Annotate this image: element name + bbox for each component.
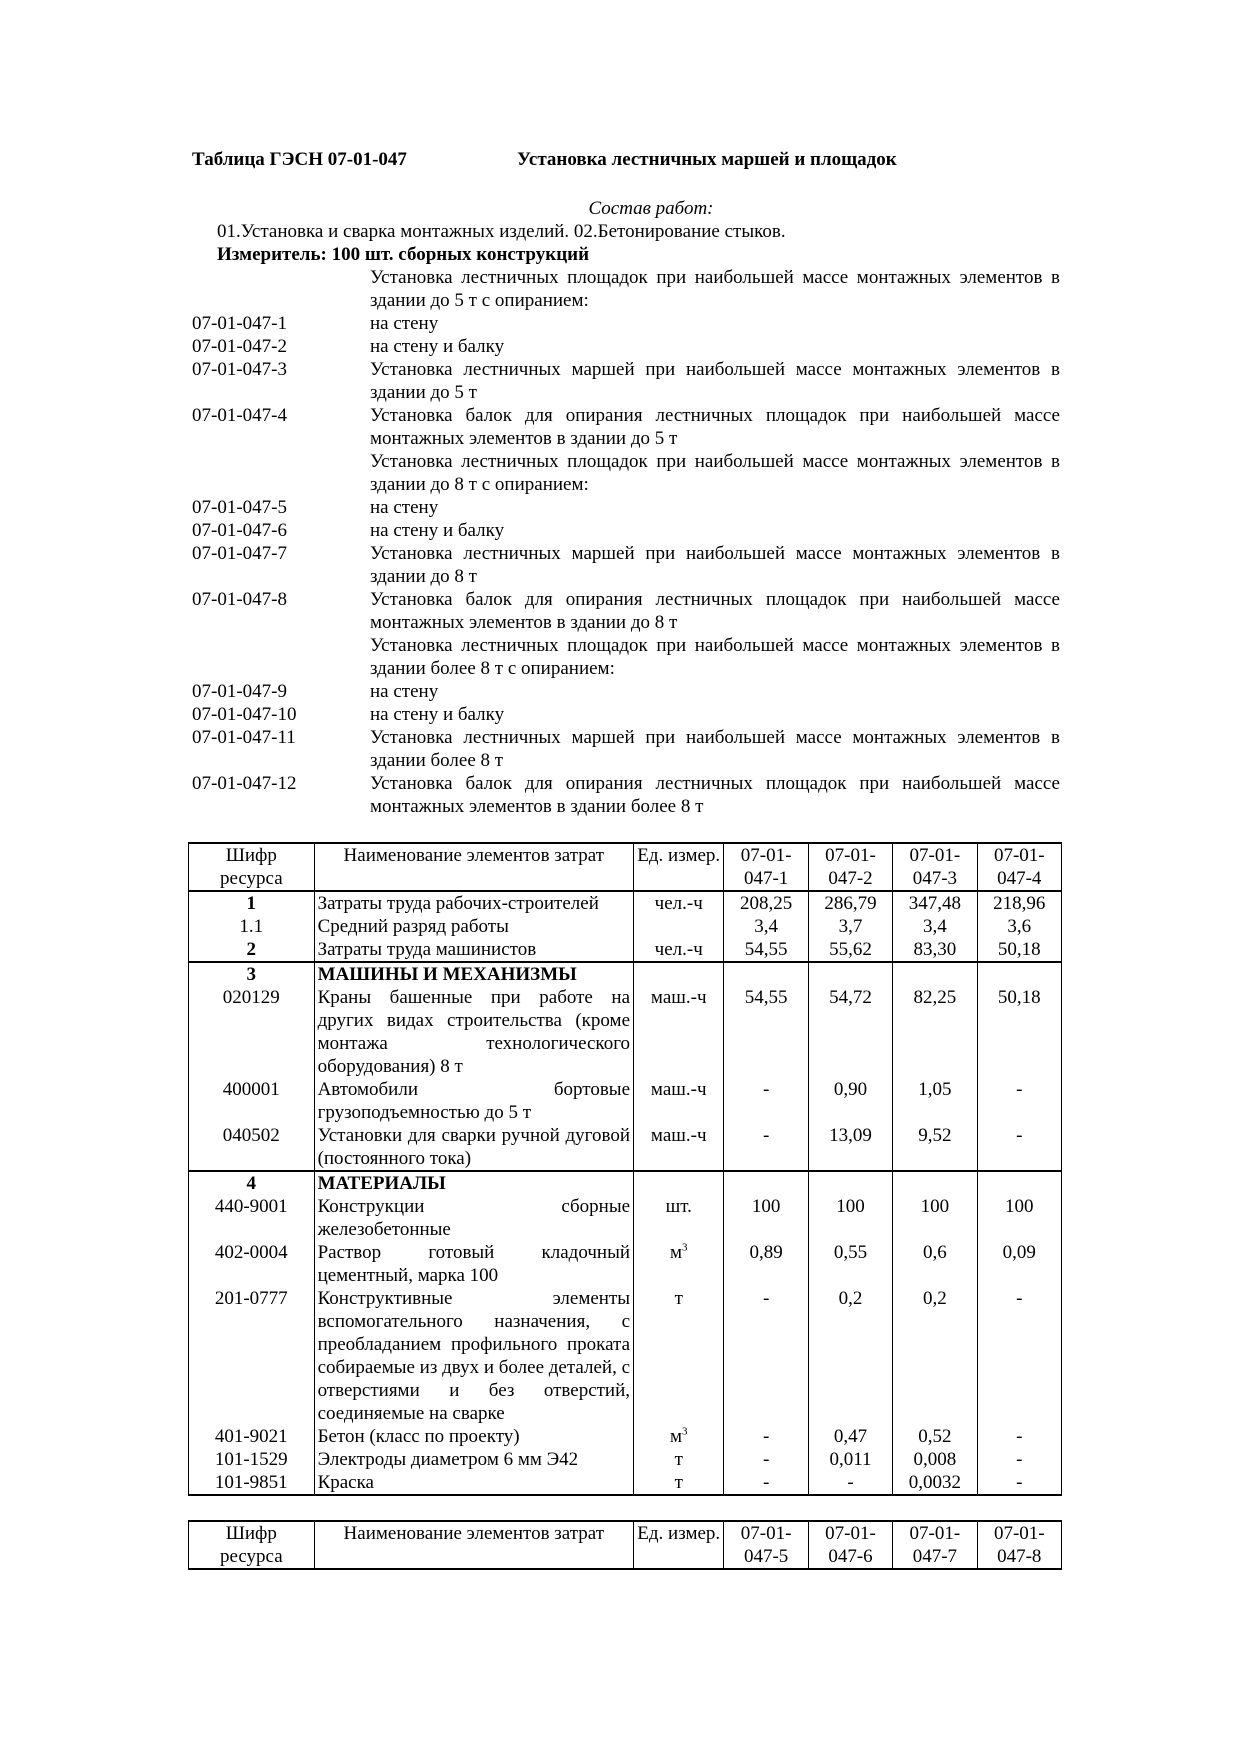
resource-value: 100 — [808, 1195, 892, 1241]
resource-value: 0,2 — [808, 1287, 892, 1425]
norm-item — [192, 726, 1060, 772]
resource-value — [724, 1171, 808, 1195]
resource-code: 440-9001 — [189, 1195, 315, 1241]
resource-value: - — [977, 1471, 1061, 1495]
resource-code: 020129 — [189, 986, 315, 1078]
norm-description: на стену — [370, 497, 439, 518]
resource-value — [724, 962, 808, 986]
resource-unit: $м^3$ — [634, 1241, 724, 1287]
resource-unit: маш.-ч — [634, 1078, 724, 1124]
resource-value: - — [724, 1448, 808, 1471]
resource-value: 0,89 — [724, 1241, 808, 1287]
table-header-row — [189, 843, 1062, 891]
resource-value: 0,6 — [893, 1241, 977, 1287]
resource-value: 50,18 — [977, 986, 1061, 1078]
norm-item — [192, 358, 1060, 404]
resource-name: Краны башенные при работе на других видах строительства (кроме монтажа технологического оборудования) 8 т — [314, 986, 633, 1078]
resource-name: Затраты труда машинистов — [314, 938, 633, 962]
resource-value: 0,55 — [808, 1241, 892, 1287]
resource-name: Автомобили бортовые грузоподъемностью до 5 т — [314, 1078, 633, 1124]
resource-value: 100 — [977, 1195, 1061, 1241]
resource-unit: маш.-ч — [634, 1124, 724, 1171]
resource-value — [808, 1171, 892, 1195]
table-row — [189, 1241, 1062, 1287]
table-row — [189, 1448, 1062, 1471]
resource-value: 208,25 — [724, 891, 808, 915]
composition-heading: Состав работ: — [588, 198, 714, 219]
header-cell: 07-01-047-1 — [724, 843, 808, 891]
resource-code: 040502 — [189, 1124, 315, 1171]
resource-code: 1.1 — [189, 915, 315, 938]
resource-unit: маш.-ч — [634, 986, 724, 1078]
resource-value: 347,48 — [893, 891, 977, 915]
resource-code: 401-9021 — [189, 1425, 315, 1448]
resource-code: 201-0777 — [189, 1287, 315, 1425]
resource-value: - — [724, 1124, 808, 1171]
norm-description: на стену — [370, 681, 439, 702]
resource-table-2 — [188, 1520, 1062, 1570]
resource-value: 0,09 — [977, 1241, 1061, 1287]
resource-code: 101-1529 — [189, 1448, 315, 1471]
header-cell: 07-01-047-8 — [977, 1521, 1061, 1569]
resource-value: 0,52 — [893, 1425, 977, 1448]
resource-name: Затраты труда рабочих-строителей — [314, 891, 633, 915]
resource-unit: т — [634, 1287, 724, 1425]
resource-code: 2 — [189, 938, 315, 962]
header-cell: 07-01-047-6 — [808, 1521, 892, 1569]
norm-description: Установка балок для опирания лестничных площадок при наибольшей массе монтажных элементов в здании до 8 т — [370, 589, 1060, 633]
header-cell: Ед. измер. — [634, 1521, 724, 1569]
resource-value: 13,09 — [808, 1124, 892, 1171]
resource-code: 400001 — [189, 1078, 315, 1124]
resource-value: 82,25 — [893, 986, 977, 1078]
norm-code — [192, 266, 370, 312]
norm-code — [192, 450, 370, 496]
norm-code: 07-01-047-9 — [192, 681, 287, 702]
resource-value: - — [724, 1078, 808, 1124]
norm-description: Установка лестничных маршей при наибольшей массе монтажных элементов в здании до 8 т — [370, 543, 1060, 587]
norm-code: 07-01-047-10 — [192, 704, 297, 725]
resource-value: - — [808, 1471, 892, 1495]
resource-name: Бетон (класс по проекту) — [314, 1425, 633, 1448]
table-row — [189, 938, 1062, 962]
table-row — [189, 1078, 1062, 1124]
resource-value: - — [977, 1287, 1061, 1425]
resource-value: - — [724, 1425, 808, 1448]
norm-description: Установка лестничных площадок при наибольшей массе монтажных элементов в здании более 8 т с опиранием: — [370, 635, 1060, 679]
resource-value: 286,79 — [808, 891, 892, 915]
table-row — [189, 1471, 1062, 1495]
resource-value: 3,7 — [808, 915, 892, 938]
document-page — [192, 148, 1060, 1570]
resource-unit — [634, 962, 724, 986]
header-cell: Шифр ресурса — [189, 843, 315, 891]
resource-code: 101-9851 — [189, 1471, 315, 1495]
resource-value: 0,47 — [808, 1425, 892, 1448]
header-cell: Шифр ресурса — [189, 1521, 315, 1569]
resource-value: 0,90 — [808, 1078, 892, 1124]
resource-name: МАШИНЫ И МЕХАНИЗМЫ — [314, 962, 633, 986]
resource-name: Средний разряд работы — [314, 915, 633, 938]
header-cell: 07-01-047-2 — [808, 843, 892, 891]
norm-item — [192, 404, 1060, 450]
resource-value: 1,05 — [893, 1078, 977, 1124]
resource-value: - — [724, 1471, 808, 1495]
resource-unit: чел.-ч — [634, 938, 724, 962]
table-row — [189, 891, 1062, 915]
table-row — [189, 962, 1062, 986]
resource-value: 0,2 — [893, 1287, 977, 1425]
resource-value: - — [977, 1124, 1061, 1171]
resource-value: 218,96 — [977, 891, 1061, 915]
resource-unit: чел.-ч — [634, 891, 724, 915]
norm-description: на стену и балку — [370, 704, 505, 725]
resource-name: МАТЕРИАЛЫ — [314, 1171, 633, 1195]
norm-description: на стену и балку — [370, 520, 505, 541]
table-header-row — [189, 1521, 1062, 1569]
norm-description: на стену — [370, 313, 439, 334]
resource-value: 54,72 — [808, 986, 892, 1078]
resource-unit: т — [634, 1471, 724, 1495]
resource-unit: $м^3$ — [634, 1425, 724, 1448]
resource-value: 0,0032 — [893, 1471, 977, 1495]
resource-unit: шт. — [634, 1195, 724, 1241]
table-row — [189, 1425, 1062, 1448]
resource-name: Электроды диаметром 6 мм Э42 — [314, 1448, 633, 1471]
resource-name: Краска — [314, 1471, 633, 1495]
norm-description: Установка лестничных маршей при наибольшей массе монтажных элементов в здании до 5 т — [370, 359, 1060, 403]
norm-item — [192, 680, 1060, 703]
norm-code: 07-01-047-1 — [192, 313, 287, 334]
resource-value: 3,4 — [724, 915, 808, 938]
norm-description: Установка лестничных площадок при наибольшей массе монтажных элементов в здании до 8 т с опиранием: — [370, 451, 1060, 495]
resource-value: 54,55 — [724, 986, 808, 1078]
norm-description: Установка лестничных маршей при наибольшей массе монтажных элементов в здании более 8 т — [370, 727, 1060, 771]
table-row — [189, 1171, 1062, 1195]
norm-code: 07-01-047-2 — [192, 336, 287, 357]
norm-item — [192, 703, 1060, 726]
norm-description: Установка балок для опирания лестничных площадок при наибольшей массе монтажных элементов в здании до 5 т — [370, 405, 1060, 449]
norm-item — [192, 450, 1060, 496]
work-composition — [192, 197, 1060, 266]
norm-code: 07-01-047-7 — [192, 543, 287, 564]
norm-item — [192, 496, 1060, 519]
resource-value — [808, 962, 892, 986]
norm-code: 07-01-047-12 — [192, 773, 297, 794]
table-row — [189, 986, 1062, 1078]
resource-value — [977, 962, 1061, 986]
resource-value: 100 — [893, 1195, 977, 1241]
header-cell: Наименование элементов затрат — [314, 1521, 633, 1569]
resource-code: 402-0004 — [189, 1241, 315, 1287]
resource-value: 9,52 — [893, 1124, 977, 1171]
resource-code: 1 — [189, 891, 315, 915]
resource-name: Раствор готовый кладочный цементный, марка 100 — [314, 1241, 633, 1287]
resource-value — [893, 962, 977, 986]
resource-value: 0,008 — [893, 1448, 977, 1471]
resource-value: 100 — [724, 1195, 808, 1241]
resource-name: Конструкции сборные железобетонные — [314, 1195, 633, 1241]
norm-item — [192, 542, 1060, 588]
resource-value: - — [977, 1448, 1061, 1471]
resource-value: 55,62 — [808, 938, 892, 962]
resource-unit: т — [634, 1448, 724, 1471]
resource-code: 4 — [189, 1171, 315, 1195]
resource-value: - — [977, 1078, 1061, 1124]
norm-item — [192, 588, 1060, 634]
resource-table-1 — [188, 842, 1062, 1496]
norm-item — [192, 266, 1060, 312]
resource-name: Конструктивные элементы вспомогательного назначения, с преобладанием профильного проката собираемые из двух и более деталей, с отверстиями и без отверстий, соединяемые на сварке — [314, 1287, 633, 1425]
norm-item — [192, 634, 1060, 680]
norm-description: Установка лестничных площадок при наибольшей массе монтажных элементов в здании до 5 т с опиранием: — [370, 267, 1060, 311]
header-cell: 07-01-047-3 — [893, 843, 977, 891]
norm-code: 07-01-047-4 — [192, 405, 287, 426]
resource-value: 54,55 — [724, 938, 808, 962]
header-cell: 07-01-047-5 — [724, 1521, 808, 1569]
resource-unit — [634, 915, 724, 938]
norm-list — [192, 266, 1060, 818]
table-row — [189, 1195, 1062, 1241]
meter: Измеритель: 100 шт. сборных конструкций — [217, 244, 590, 265]
resource-value: 50,18 — [977, 938, 1061, 962]
header-cell: 07-01-047-7 — [893, 1521, 977, 1569]
resource-unit — [634, 1171, 724, 1195]
table-row — [189, 1124, 1062, 1171]
resource-value: 3,4 — [893, 915, 977, 938]
norm-code: 07-01-047-8 — [192, 589, 287, 610]
header-cell: Ед. измер. — [634, 843, 724, 891]
header-cell: 07-01-047-4 — [977, 843, 1061, 891]
resource-code: 3 — [189, 962, 315, 986]
resource-value: - — [977, 1425, 1061, 1448]
norm-code: 07-01-047-6 — [192, 520, 287, 541]
resource-value: 83,30 — [893, 938, 977, 962]
norm-code: 07-01-047-11 — [192, 727, 296, 748]
table-row — [189, 915, 1062, 938]
norm-code: 07-01-047-3 — [192, 359, 287, 380]
resource-value: 3,6 — [977, 915, 1061, 938]
norm-item — [192, 335, 1060, 358]
resource-value — [893, 1171, 977, 1195]
resource-value: 0,011 — [808, 1448, 892, 1471]
norm-description: на стену и балку — [370, 336, 505, 357]
norm-item — [192, 519, 1060, 542]
table-label: Таблица ГЭСН 07-01-047 — [192, 149, 407, 170]
table-row — [189, 1287, 1062, 1425]
norm-item — [192, 772, 1060, 818]
resource-value — [977, 1171, 1061, 1195]
table-title: Установка лестничных маршей и площадок — [517, 149, 897, 170]
resource-name: Установки для сварки ручной дуговой (постоянного тока) — [314, 1124, 633, 1171]
header-cell: Наименование элементов затрат — [314, 843, 633, 891]
norm-item — [192, 312, 1060, 335]
norm-code: 07-01-047-5 — [192, 497, 287, 518]
document-title — [192, 148, 1060, 171]
norm-description: Установка балок для опирания лестничных площадок при наибольшей массе монтажных элементов в здании более 8 т — [370, 773, 1060, 817]
composition-text: 01.Установка и сварка монтажных изделий. 02.Бетонирование стыков. — [217, 221, 786, 242]
norm-code — [192, 634, 370, 680]
resource-value: - — [724, 1287, 808, 1425]
